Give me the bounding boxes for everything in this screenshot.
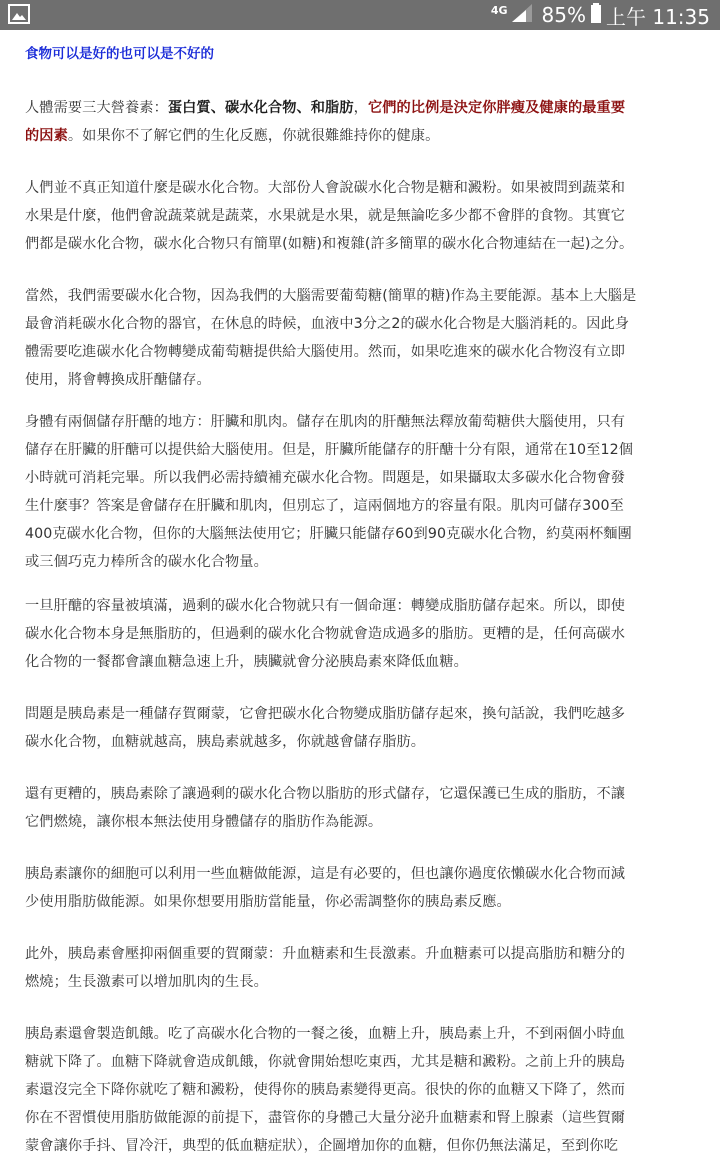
article-content <box>25 40 697 1154</box>
battery-icon <box>590 2 602 28</box>
p1-emphasis: 它們的比例是決定你胖瘦及健康的最重要 的因素 <box>25 100 626 144</box>
network-type-label: 4G <box>490 4 508 17</box>
article-heading: 食物可以是好的也可以是不好的 <box>25 46 214 62</box>
paragraph-excess-carbs: 一旦肝醣的容量被填滿，過剩的碳水化合物就只有一個命運：轉變成脂肪儲存起來。所以，即使 碳水化合物本身是無脂肪的，但過剩的碳水化合物就會造成過多的脂肪。更糟的是，任何高碳水 化合物的一餐都會讓血糖急速上升，胰臟就會分泌胰島素來降低血糖。 <box>25 598 626 670</box>
paragraph-macronutrients <box>25 94 625 150</box>
status-bar <box>0 0 720 30</box>
paragraph-hormones: 此外，胰島素會壓抑兩個重要的賀爾蒙：升血糖素和生長激素。升血糖素可以提高脂肪和糖分的 燃燒；生長激素可以增加肌肉的生長。 <box>25 946 626 990</box>
paragraph-glycogen-storage: 身體有兩個儲存肝醣的地方：肝臟和肌肉。儲存在肌肉的肝醣無法釋放葡萄糖供大腦使用，只有 儲存在肝臟的肝醣可以提供給大腦使用。但是，肝臟所能儲存的肝醣十分有限，通常在10至12個 小時就可消耗完畢。所以我們必需持續補充碳水化合物。問題是，如果攝取太多碳水化合物會發 生什麼事？答案是會儲存在肝臟和肌肉，但別忘了，這兩個地方的容量有限。肌肉可儲存300至 400克碳水化合物，但你的大腦無法使用它；肝臟只能儲存60到90克碳水化合物，約莫兩杯麵團 或三個巧克力棒所含的碳水化合物量。 <box>25 414 634 570</box>
p1-intro: 人體需要三大營養素： <box>25 100 168 116</box>
paragraph-brain-glucose: 當然，我們需要碳水化合物，因為我們的大腦需要葡萄糖(簡單的糖)作為主要能源。基本上大腦是 最會消耗碳水化合物的器官，在休息的時候，血液中3分之2的碳水化合物是大腦消耗的。因此身 體需要吃進碳水化合物轉變成葡萄糖提供給大腦使用。然而，如果吃進來的碳水化合物沒有立即 使用，將會轉換成肝醣儲存。 <box>25 288 637 388</box>
paragraph-insulin-hunger: 胰島素還會製造飢餓。吃了高碳水化合物的一餐之後，血糖上升，胰島素上升，不到兩個小時血 糖就下降了。血糖下降就會造成飢餓，你就會開始想吃東西，尤其是糖和澱粉。之前上升的胰島 素還沒完全下降你就吃了糖和澱粉，使得你的胰島素變得更高。很快的你的血糖又下降了，然而 你在不習慣使用脂肪做能源的前提下，盡管你的身體己大量分泌升血糖素和腎上腺素（這些賀爾 蒙會讓你手抖、冒冷汗，典型的低血糖症狀），企圖增加你的血糖，但你仍無法滿足，至到你吃 <box>25 1026 626 1154</box>
p1-comma: ， <box>353 100 368 116</box>
paragraph-insulin-storage: 問題是胰島素是一種儲存賀爾蒙，它會把碳水化合物變成脂肪儲存起來，換句話說，我們吃越多 碳水化合物，血糖就越高，胰島素就越多，你就越會儲存脂肪。 <box>25 706 626 750</box>
clock: 上午 11:35 <box>606 4 710 29</box>
signal-icon <box>510 2 534 28</box>
image-notification-icon[interactable] <box>8 4 30 28</box>
battery-percentage: 85% <box>541 3 586 27</box>
paragraph-insulin-energy: 胰島素讓你的細胞可以利用一些血糖做能源，這是有必要的，但也讓你過度依懶碳水化合物而減 少使用脂肪做能源。如果你想要用脂肪當能量，你必需調整你的胰島素反應。 <box>25 866 626 910</box>
p1-nutrients: 蛋白質、碳水化合物、和脂肪 <box>167 100 354 116</box>
paragraph-insulin-protects-fat: 還有更糟的，胰島素除了讓過剩的碳水化合物以脂肪的形式儲存，它還保護已生成的脂肪，不讓 它們燃燒，讓你根本無法使用身體儲存的脂肪作為能源。 <box>25 786 626 830</box>
p1-tail: 。如果你不了解它們的生化反應，你就很難維持你的健康。 <box>67 128 440 144</box>
paragraph-carbohydrates: 人們並不真正知道什麼是碳水化合物。大部份人會說碳水化合物是糖和澱粉。如果被問到蔬菜和 水果是什麼，他們會說蔬菜就是蔬菜，水果就是水果，就是無論吃多少都不會胖的食物。其實它 們都是碳水化合物，碳水化合物只有簡單(如糖)和複雜(許多簡單的碳水化合物連結在一起)之分。 <box>25 180 634 252</box>
